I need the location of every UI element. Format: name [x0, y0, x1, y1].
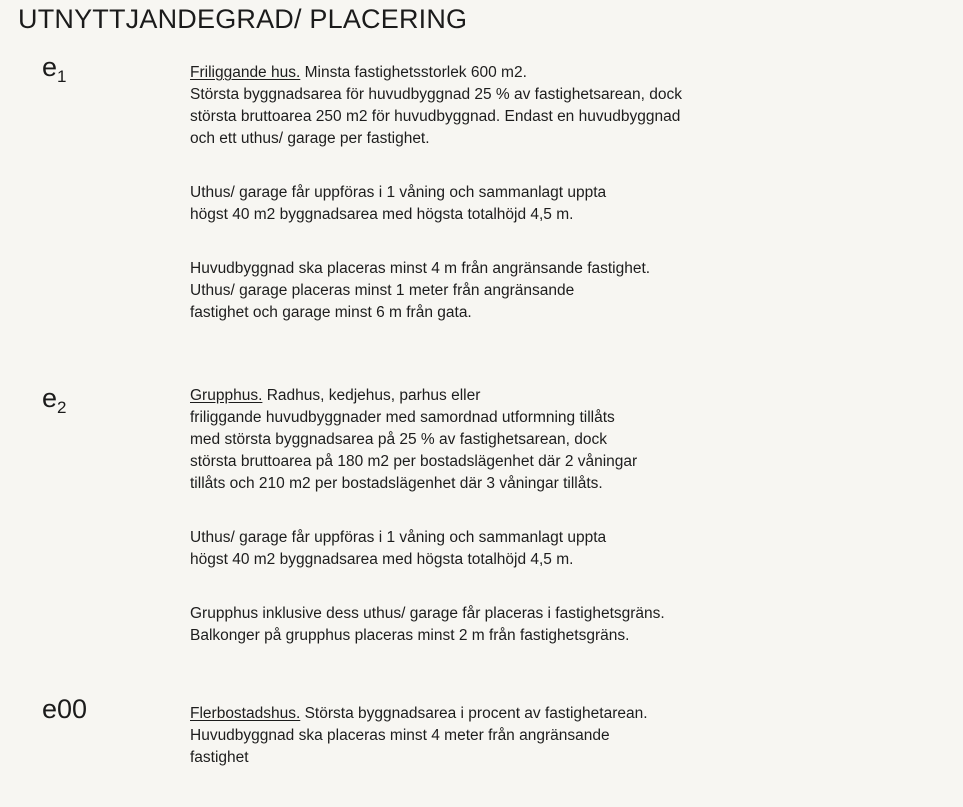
section-body [190, 385, 930, 647]
text-line: Uthus/ garage får uppföras i 1 våning och sammanlagt uppta [190, 184, 607, 201]
text-line-rest: Minsta fastighetsstorlek 600 m2. [300, 64, 527, 81]
section-body [190, 703, 930, 769]
text-line: största bruttoarea 250 m2 för huvudbyggnad. Endast en huvudbyggnad [190, 108, 681, 125]
paragraph [190, 385, 930, 495]
paragraph [190, 603, 930, 647]
text-line: tillåts och 210 m2 per bostadslägenhet där 3 våningar tillåts. [190, 475, 603, 492]
text-line: största bruttoarea på 180 m2 per bostadslägenhet där 2 våningar [190, 453, 638, 470]
section-code [42, 383, 67, 418]
paragraph [190, 62, 930, 150]
text-line: med största byggnadsarea på 25 % av fastighetsarean, dock [190, 431, 608, 448]
text-line [190, 385, 930, 407]
section-code-letter: e00 [42, 694, 88, 724]
section-heading: Friliggande hus. [190, 64, 301, 81]
paragraph [190, 182, 930, 226]
section-code-subscript: 1 [57, 67, 67, 86]
text-line-rest: Största byggnadsarea i procent av fastighetarean. [300, 705, 648, 722]
text-line: högst 40 m2 byggnadsarea med högsta totalhöjd 4,5 m. [190, 206, 574, 223]
text-line: Grupphus inklusive dess uthus/ garage får placeras i fastighetsgräns. [190, 605, 665, 622]
section-body [190, 62, 930, 324]
paragraph [190, 703, 930, 769]
paragraph [190, 527, 930, 571]
section-code-letter: e [42, 52, 58, 82]
section-heading: Grupphus. [190, 387, 263, 404]
text-line: och ett uthus/ garage per fastighet. [190, 130, 430, 147]
section-code [42, 52, 67, 87]
section-code [42, 694, 87, 729]
text-line: fastighet och garage minst 6 m från gata. [190, 304, 472, 321]
text-line: fastighet [190, 749, 249, 766]
page-title: UTNYTTJANDEGRAD/ PLACERING [18, 4, 468, 34]
text-line: högst 40 m2 byggnadsarea med högsta totalhöjd 4,5 m. [190, 551, 574, 568]
text-line: Huvudbyggnad ska placeras minst 4 m från angränsande fastighet. [190, 260, 651, 277]
section-code-subscript: 2 [57, 398, 67, 417]
text-line: Huvudbyggnad ska placeras minst 4 meter från angränsande [190, 727, 610, 744]
text-line: Balkonger på grupphus placeras minst 2 m från fastighetsgräns. [190, 627, 630, 644]
text-line: friliggande huvudbyggnader med samordnad utformning tillåts [190, 409, 615, 426]
text-line: Uthus/ garage får uppföras i 1 våning och sammanlagt uppta [190, 529, 607, 546]
section-code-letter: e [42, 383, 58, 413]
text-line: Uthus/ garage placeras minst 1 meter från angränsande [190, 282, 575, 299]
section-heading: Flerbostadshus. [190, 705, 301, 722]
text-line: Största byggnadsarea för huvudbyggnad 25 % av fastighetsarean, dock [190, 86, 683, 103]
text-line [190, 703, 930, 725]
text-line [190, 62, 930, 84]
text-line-rest: Radhus, kedjehus, parhus eller [262, 387, 481, 404]
paragraph [190, 258, 930, 324]
